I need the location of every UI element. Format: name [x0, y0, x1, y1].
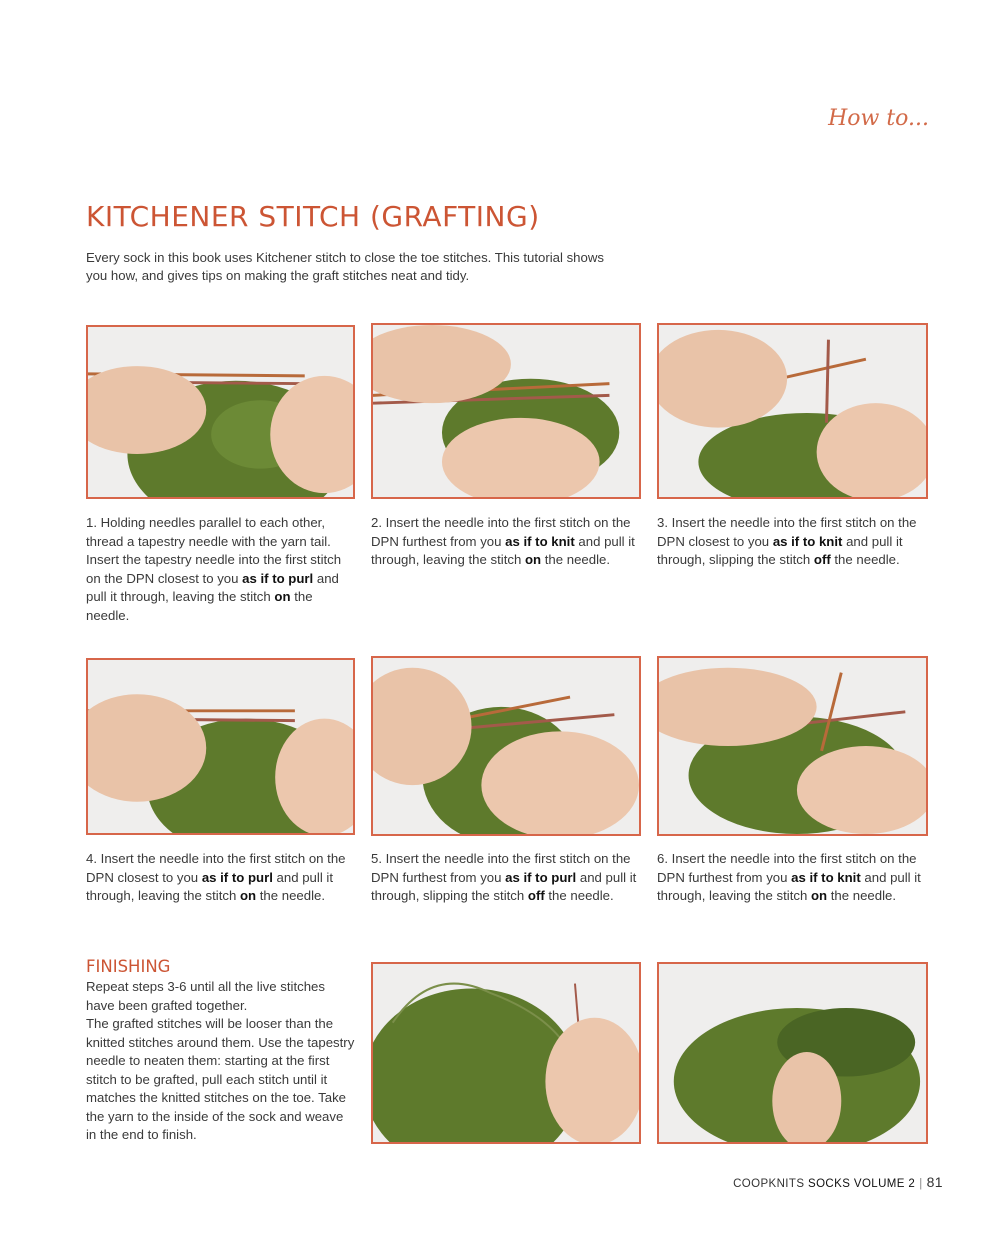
footer-series: SOCKS VOLUME 2	[808, 1178, 916, 1190]
step-1-caption: 1. Holding needles parallel to each other, thread a tapestry needle with the yarn tail. Insert the tapestry needle into the first stitch on the DPN closest to you as if to purl and pull it through, leaving the stitch on the needle.	[86, 515, 342, 623]
step-3-photo	[657, 323, 928, 499]
step-2-caption: 2. Insert the needle into the first stitch on the DPN furthest from you as if to knit and pull it through, leaving the stitch on the needle.	[371, 515, 635, 567]
section-label: How to...	[828, 106, 929, 131]
step-2-photo	[371, 323, 641, 499]
step-3-caption: 3. Insert the needle into the first stitch on the DPN closest to you as if to knit and pull it through, slipping the stitch off the needle.	[657, 515, 917, 567]
step-5-photo	[371, 656, 641, 836]
intro-text: Every sock in this book uses Kitchener stitch to close the toe stitches. This tutorial shows you how, and gives tips on making the graft stitches neat and tidy.	[86, 250, 604, 283]
step-4-caption: 4. Insert the needle into the first stitch on the DPN closest to you as if to purl and pull it through, leaving the stitch on the needle.	[86, 851, 346, 903]
finishing-photo-2	[657, 962, 928, 1144]
footer-brand: COOPKNITS	[733, 1178, 805, 1190]
finishing-heading: FINISHING	[86, 957, 171, 976]
finishing-photo-1	[371, 962, 641, 1144]
finishing-text: Repeat steps 3-6 until all the live stitches have been grafted together. The grafted stitches will be looser than the knitted stitches around them. Use the tapestry needle to neaten them: starting at the first stitch to be grafted, pull each stitch until it matches the knitted stitches on the toe. Take the yarn to the inside of the sock and weave in the end to finish.	[86, 979, 355, 1142]
page-footer: COOPKNITS SOCKS VOLUME 2 | 81	[733, 1174, 943, 1190]
step-6-photo	[657, 656, 928, 836]
page-title: KITCHENER STITCH (GRAFTING)	[86, 200, 540, 233]
step-6-caption: 6. Insert the needle into the first stitch on the DPN furthest from you as if to knit and pull it through, leaving the stitch on the needle.	[657, 851, 921, 903]
step-5-caption: 5. Insert the needle into the first stitch on the DPN furthest from you as if to purl and pull it through, slipping the stitch off the needle.	[371, 851, 637, 903]
step-1-photo	[86, 325, 355, 499]
step-4-photo	[86, 658, 355, 835]
page-number: 81	[926, 1174, 943, 1190]
